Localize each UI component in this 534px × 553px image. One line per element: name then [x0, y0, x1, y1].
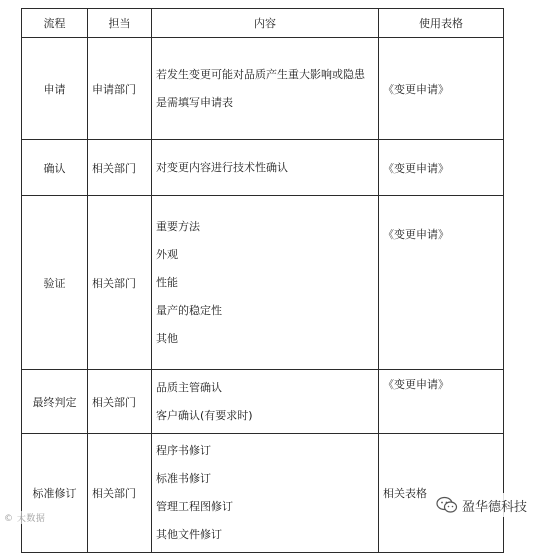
- content-line: 对变更内容进行技术性确认: [156, 160, 288, 174]
- form-cell: 相关表格: [379, 434, 504, 553]
- dept-cell: 相关部门: [88, 370, 152, 434]
- table-row: [22, 196, 504, 370]
- content-line: 性能: [156, 275, 178, 289]
- table-row: [22, 140, 504, 196]
- step-cell: 确认: [22, 140, 88, 196]
- content-cell: [152, 196, 379, 370]
- step-cell: 标准修订: [22, 434, 88, 553]
- table-row: [22, 434, 504, 553]
- content-line: 程序书修订: [156, 444, 211, 457]
- content-line: 客户确认(有要求时): [156, 408, 253, 422]
- step-cell: 申请: [22, 38, 88, 140]
- content-line: 重要方法: [156, 219, 200, 233]
- content-cell: [152, 370, 379, 434]
- content-line: 管理工程图修订: [156, 500, 233, 513]
- table-row: [22, 38, 504, 140]
- table-header-row: [22, 9, 504, 38]
- form-cell: 《变更申请》: [379, 140, 504, 196]
- source-watermark: © 大数据: [4, 511, 45, 524]
- wechat-icon: [436, 496, 458, 514]
- form-cell: 《变更申请》: [379, 370, 504, 434]
- dept-cell: 相关部门: [88, 434, 152, 553]
- header-dept: 担当: [88, 9, 152, 38]
- content-cell: [152, 38, 379, 140]
- content-line: 其他: [156, 331, 178, 345]
- header-form: 使用表格: [379, 9, 504, 38]
- table-row: [22, 370, 504, 434]
- change-process-table: [21, 8, 504, 553]
- brand-watermark: [432, 493, 531, 517]
- content-line: 外观: [156, 247, 178, 261]
- content-line: 量产的稳定性: [156, 303, 222, 317]
- content-line: 是需填写申请表: [156, 95, 233, 109]
- step-cell: 验证: [22, 196, 88, 370]
- form-cell: 《变更申请》: [379, 38, 504, 140]
- header-content: 内容: [152, 9, 379, 38]
- content-line: 标准书修订: [156, 472, 211, 485]
- content-line: 其他文件修订: [156, 528, 222, 541]
- dept-cell: 相关部门: [88, 196, 152, 370]
- step-cell: 最终判定: [22, 370, 88, 434]
- form-cell: 《变更申请》: [379, 196, 504, 370]
- dept-cell: 申请部门: [88, 38, 152, 140]
- header-step: 流程: [22, 9, 88, 38]
- content-cell: [152, 140, 379, 196]
- content-line: 品质主管确认: [156, 380, 222, 394]
- content-line: 若发生变更可能对品质产生重大影响或隐患: [156, 67, 365, 81]
- content-cell: [152, 434, 379, 553]
- dept-cell: 相关部门: [88, 140, 152, 196]
- brand-name: 盈华德科技: [462, 499, 528, 515]
